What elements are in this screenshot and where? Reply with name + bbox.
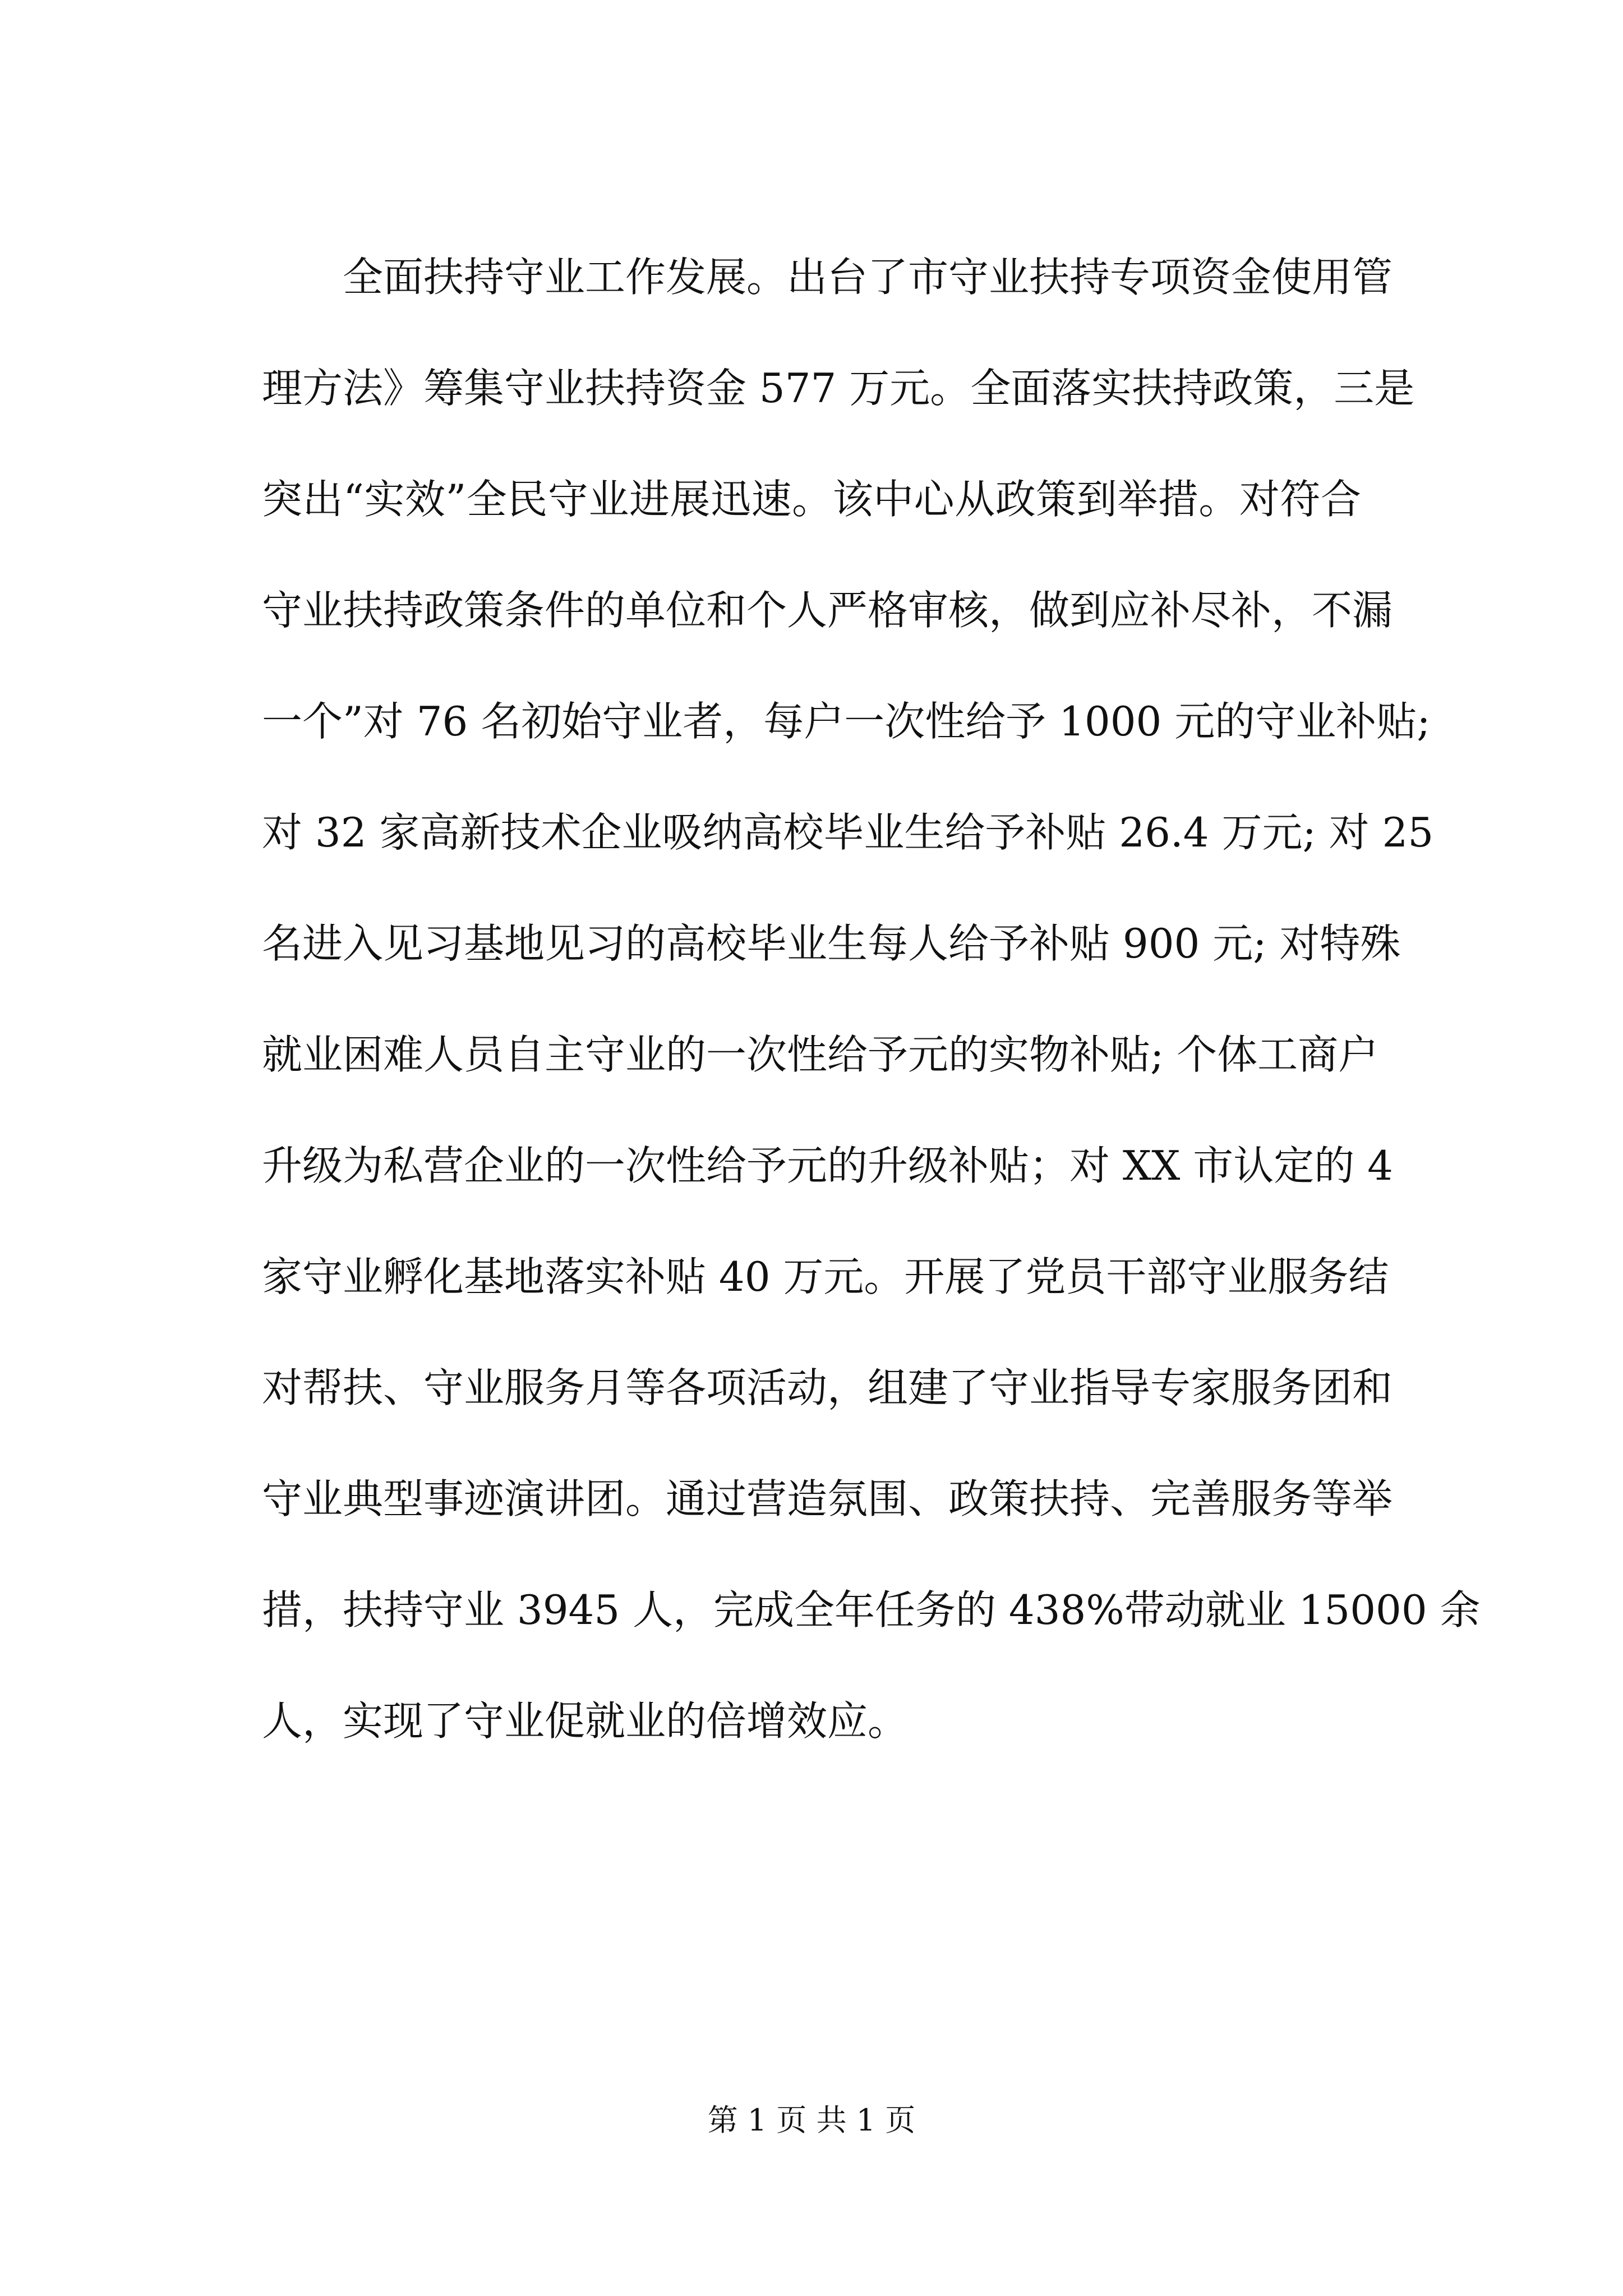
paragraph-line: 人，实现了守业促就业的倍增效应。 [262, 1697, 909, 1745]
paragraph-line: 全面扶持守业工作发展。出台了市守业扶持专项资金使用管 [343, 254, 1393, 301]
paragraph-line: 守业典型事迹演讲团。通过营造氛围、政策扶持、完善服务等举 [262, 1475, 1393, 1522]
paragraph-line: 突出“实效”全民守业进展迅速。该中心从政策到举措。对符合 [262, 476, 1361, 523]
paragraph-line: 理方法》筹集守业扶持资金 577 万元。全面落实扶持政策，三是 [262, 365, 1415, 412]
paragraph-line: 守业扶持政策条件的单位和个人严格审核，做到应补尽补，不漏 [262, 587, 1393, 634]
page-number-label: 第 1 页 共 1 页 [707, 2102, 916, 2138]
paragraph-line: 名进入见习基地见习的高校毕业生每人给予补贴 900 元; 对特殊 [262, 920, 1401, 967]
paragraph-line: 对 32 家高新技术企业吸纳高校毕业生给予补贴 26.4 万元; 对 25 [262, 809, 1434, 856]
paragraph-line: 就业困难人员自主守业的一次性给予元的实物补贴; 个体工商户 [262, 1031, 1379, 1078]
body-paragraph [262, 222, 1481, 1777]
page-footer [0, 2098, 1623, 2143]
paragraph-line: 升级为私营企业的一次性给予元的升级补贴；对 XX 市认定的 4 [262, 1142, 1393, 1189]
paragraph-line: 对帮扶、守业服务月等各项活动，组建了守业指导专家服务团和 [262, 1364, 1393, 1411]
paragraph-line: 家守业孵化基地落实补贴 40 万元。开展了党员干部守业服务结 [262, 1253, 1389, 1300]
paragraph-line: 一个”对 76 名初始守业者，每户一次性给予 1000 元的守业补贴; [262, 698, 1431, 745]
paragraph-line: 措，扶持守业 3945 人，完成全年任务的 438%带动就业 15000 余 [262, 1586, 1481, 1634]
